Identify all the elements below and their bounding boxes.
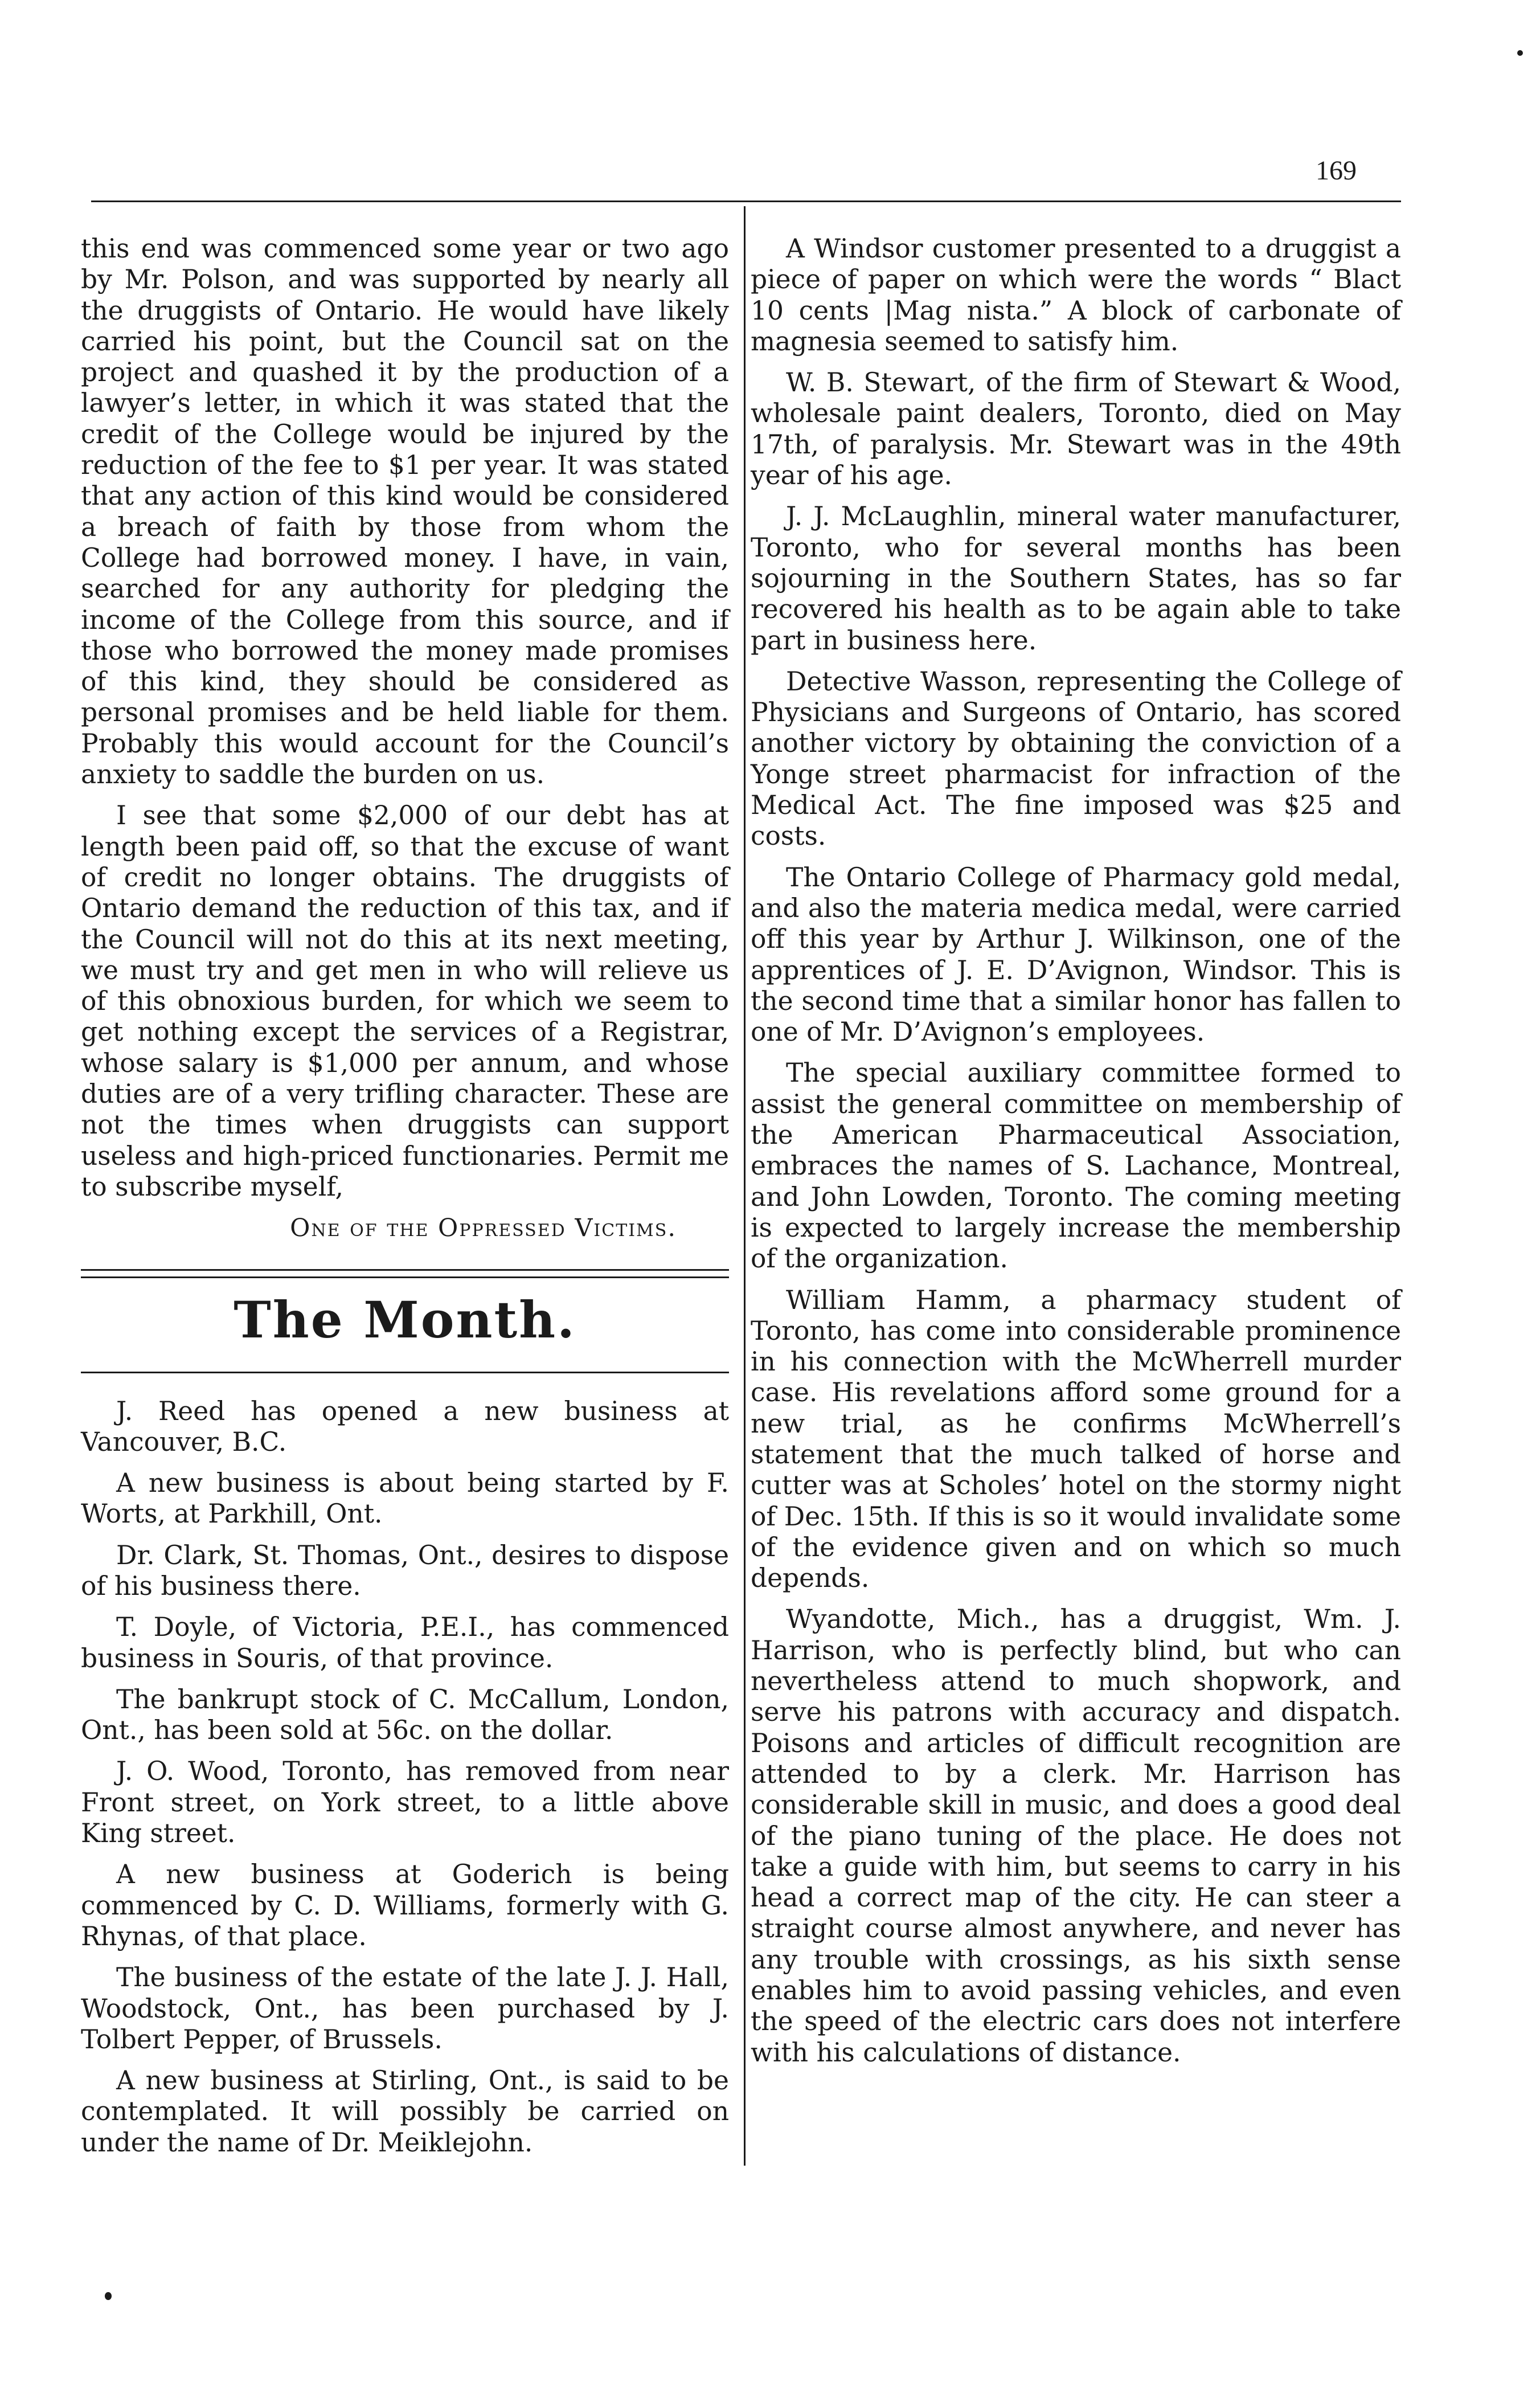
news-item: T. Doyle, of Victoria, P.E.I., has commenced business in Souris, of that province.: [81, 1612, 729, 1673]
right-column: [751, 234, 1401, 2078]
letter-signature: One of the Oppressed Victims.: [290, 1214, 677, 1243]
news-item: Wyandotte, Mich., has a druggist, Wm. J. Harrison, who is perfectly blind, but who can nevertheless attend to much shopwork, and serve his patrons with accuracy and dispatch. Poisons and articles of difficult recognition are attended to by a clerk. Mr. Harrison has considerable skill in music, and does a good deal of the piano tuning of the place. He does not take a guide with him, but seems to carry in his head a correct map of the city. He can steer a straight course almost anywhere, and never has any trouble with crossings, as his sixth sense enables him to avoid passing vehicles, and even the speed of the electric cars does not interfere with his calculations of distance.: [751, 1604, 1401, 2068]
news-item: William Hamm, a pharmacy student of Toronto, has come into considerable prominence in his connection with the McWherrell murder case. His revelations afford some ground for a new trial, as he confirms McWherrell’s statement that the much talked of horse and cutter was at Scholes’ hotel on the stormy night of Dec. 15th. If this is so it would invalidate some of the evidence given and on which so much depends.: [751, 1284, 1401, 1594]
news-item: W. B. Stewart, of the firm of Stewart & Wood, wholesale paint dealers, Toronto, died on May 17th, of paralysis. Mr. Stewart was in the 49th year of his age.: [751, 367, 1401, 491]
header-rule: [91, 200, 1401, 202]
heading-rule: [81, 1372, 729, 1373]
news-item: A new business at Goderich is being commenced by C. D. Williams, formerly with G. Rhynas, of that place.: [81, 1859, 729, 1951]
section-rule: [81, 1269, 729, 1278]
news-list-right: [751, 234, 1401, 2068]
column-divider: [744, 206, 746, 2166]
news-item: The bankrupt stock of C. McCallum, London, Ont., has been sold at 56c. on the dollar.: [81, 1684, 729, 1746]
news-item: J. J. McLaughlin, mineral water manufacturer, Toronto, who for several months has been sojourning in the Southern States, has so far recovered his health as to be again able to take part in business here.: [751, 501, 1401, 656]
news-item: The special auxiliary committee formed to assist the general committee on membership of the American Pharmaceutical Association, embraces the names of S. Lachance, Montreal, and John Lowden, Toronto. The coming meeting is expected to largely increase the membership of the organization.: [751, 1058, 1401, 1274]
page-number: 169: [1316, 156, 1357, 186]
news-item: J. O. Wood, Toronto, has removed from near Front street, on York street, to a little above King street.: [81, 1756, 729, 1849]
news-item: A new business at Stirling, Ont., is said to be contemplated. It will possibly be carried on under the name of Dr. Meiklejohn.: [81, 2065, 729, 2158]
news-item: A new business is about being started by F. Worts, at Parkhill, Ont.: [81, 1468, 729, 1529]
news-item: The business of the estate of the late J. J. Hall, Woodstock, Ont., has been purchased by J. Tolbert Pepper, of Brussels.: [81, 1962, 729, 2055]
news-item: A Windsor customer presented to a druggist a piece of paper on which were the words “ Blact 10 cents |Mag nista.” A block of carbonate of magnesia seemed to satisfy him.: [751, 234, 1401, 357]
ink-speck: [1517, 50, 1523, 56]
ink-speck: [105, 2292, 112, 2300]
letter-paragraph: this end was commenced some year or two ago by Mr. Polson, and was supported by nearly all the druggists of Ontario. He would have likely carried his point, but the Council sat on the project and quashed it by the production of a lawyer’s letter, in which it was stated that the credit of the College would be injured by the reduction of the fee to $1 per year. It was stated that any action of this kind would be considered a breach of faith by those from whom the College had borrowed money. I have, in vain, searched for any authority for pledging the income of the College from this source, and if those who borrowed the money made promises of this kind, they should be considered as personal promises and be held liable for them. Probably this would account for the Council’s anxiety to saddle the burden on us.: [81, 234, 729, 790]
news-item: The Ontario College of Pharmacy gold medal, and also the materia medica medal, were carried off this year by Arthur J. Wilkinson, one of the apprentices of J. E. D’Avignon, Windsor. This is the second time that a similar honor has fallen to one of Mr. D’Avignon’s employees.: [751, 862, 1401, 1047]
section-heading: The Month.: [234, 1290, 576, 1349]
news-item: Detective Wasson, representing the College of Physicians and Surgeons of Ontario, has scored another victory by obtaining the conviction of a Yonge street pharmacist for infraction of the Medical Act. The fine imposed was $25 and costs.: [751, 666, 1401, 852]
left-column: [81, 234, 729, 2168]
news-list-left: [81, 1396, 729, 2159]
news-item: Dr. Clark, St. Thomas, Ont., desires to dispose of his business there.: [81, 1540, 729, 1601]
letter-paragraph: I see that some $2,000 of our debt has at length been paid off, so that the excuse of want of credit no longer obtains. The druggists of Ontario demand the reduction of this tax, and if the Council will not do this at its next meeting, we must try and get men in who will relieve us of this obnoxious burden, for which we seem to get nothing except the services of a Registrar, whose salary is $1,000 per annum, and whose duties are of a very trifling character. These are not the times when druggists can support useless and high-priced functionaries. Permit me to subscribe myself,: [81, 800, 729, 1202]
news-item: J. Reed has opened a new business at Vancouver, B.C.: [81, 1396, 729, 1457]
